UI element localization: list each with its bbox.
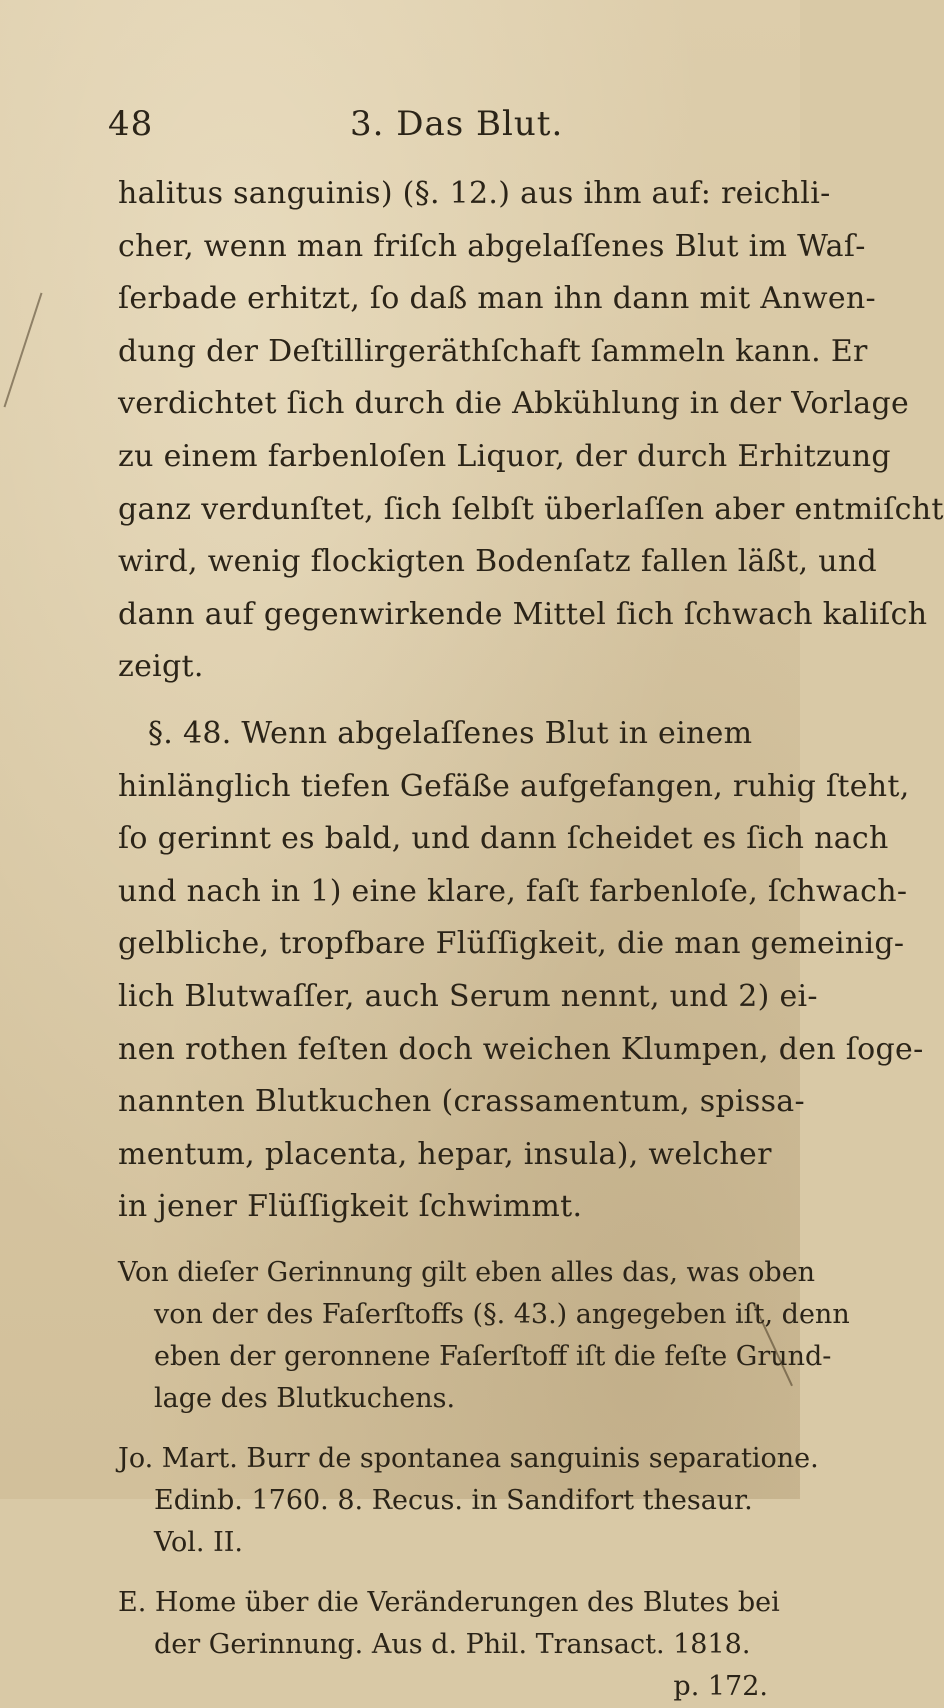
text-line: nen rothen feſten doch weichen Klumpen, den ſoge- [118,1031,924,1067]
reference-line: E. Home über die Veränderungen des Blutes bei [118,1586,780,1618]
text-line: ſerbade erhitzt, ſo daß man ihn dann mit Anwen- [118,281,876,317]
reference-line: Edinb. 1760. 8. Recus. in Sandifort thesaur. [154,1484,753,1516]
text-line: nannten Blutkuchen (crassamentum, spissa- [118,1084,805,1120]
note-line: eben der geronnene Faſerſtoff iſt die feſte Grund- [154,1340,832,1372]
text-line: dung der Deſtillirgeräthſchaft ſammeln kann. Er [118,333,868,369]
note-paragraph [118,1252,850,1420]
page-number: 48 [108,104,154,144]
text-line: lich Blutwaſſer, auch Serum nennt, und 2) ei- [118,978,818,1014]
text-line: zeigt. [118,649,204,685]
reference-line: der Gerinnung. Aus d. Phil. Transact. 1818. [154,1628,751,1660]
reference-line: p. 172. [673,1670,768,1702]
text-line: ganz verdunſtet, ſich ſelbſt überlaſſen aber entmiſcht [118,491,944,527]
note-line: lage des Blutkuchens. [154,1382,456,1414]
body-text [118,168,944,1708]
running-head: 3. Das Blut. [350,104,564,144]
text-line: mentum, placenta, hepar, insula), welcher [118,1136,772,1172]
reference-burr [118,1438,819,1564]
text-line: wird, wenig flockigten Bodenſatz fallen läßt, und [118,544,877,580]
page-header [108,104,740,150]
text-line: gelbliche, tropfbare Flüſſigkeit, die man gemeinig- [118,926,905,962]
reference-home [118,1582,778,1708]
text-line: zu einem farbenloſen Liquor, der durch Erhitzung [118,438,891,474]
text-line: cher, wenn man friſch abgelaſſenes Blut im Waſ- [118,228,866,264]
text-line: ſo gerinnt es bald, und dann ſcheidet es ſich nach [118,821,889,857]
paragraph-section-48 [118,708,924,1234]
note-line: Von dieſer Gerinnung gilt eben alles das, was oben [118,1256,816,1288]
text-line: dann auf gegenwirkende Mittel ſich ſchwach kaliſch [118,596,928,632]
text-line: hinlänglich tiefen Gefäße aufgefangen, ruhig ſteht, [118,768,910,804]
paper-mark [4,293,43,408]
text-line: verdichtet ſich durch die Abkühlung in der Vorlage [118,386,910,422]
text-line: halitus sanguinis) (§. 12.) aus ihm auf: reichli- [118,176,831,211]
paragraph-continuation [118,168,944,694]
text-line: und nach in 1) eine klare, faſt farbenloſe, ſchwach- [118,873,908,909]
reference-line: Jo. Mart. Burr de spontanea sanguinis separatione. [118,1442,819,1474]
section-heading-line: §. 48. Wenn abgelaſſenes Blut in einem [148,715,753,751]
text-line: in jener Flüſſigkeit ſchwimmt. [118,1189,583,1225]
reference-line: Vol. II. [154,1526,243,1558]
note-line: von der des Faſerſtoffs (§. 43.) angegeben iſt, denn [154,1298,850,1330]
